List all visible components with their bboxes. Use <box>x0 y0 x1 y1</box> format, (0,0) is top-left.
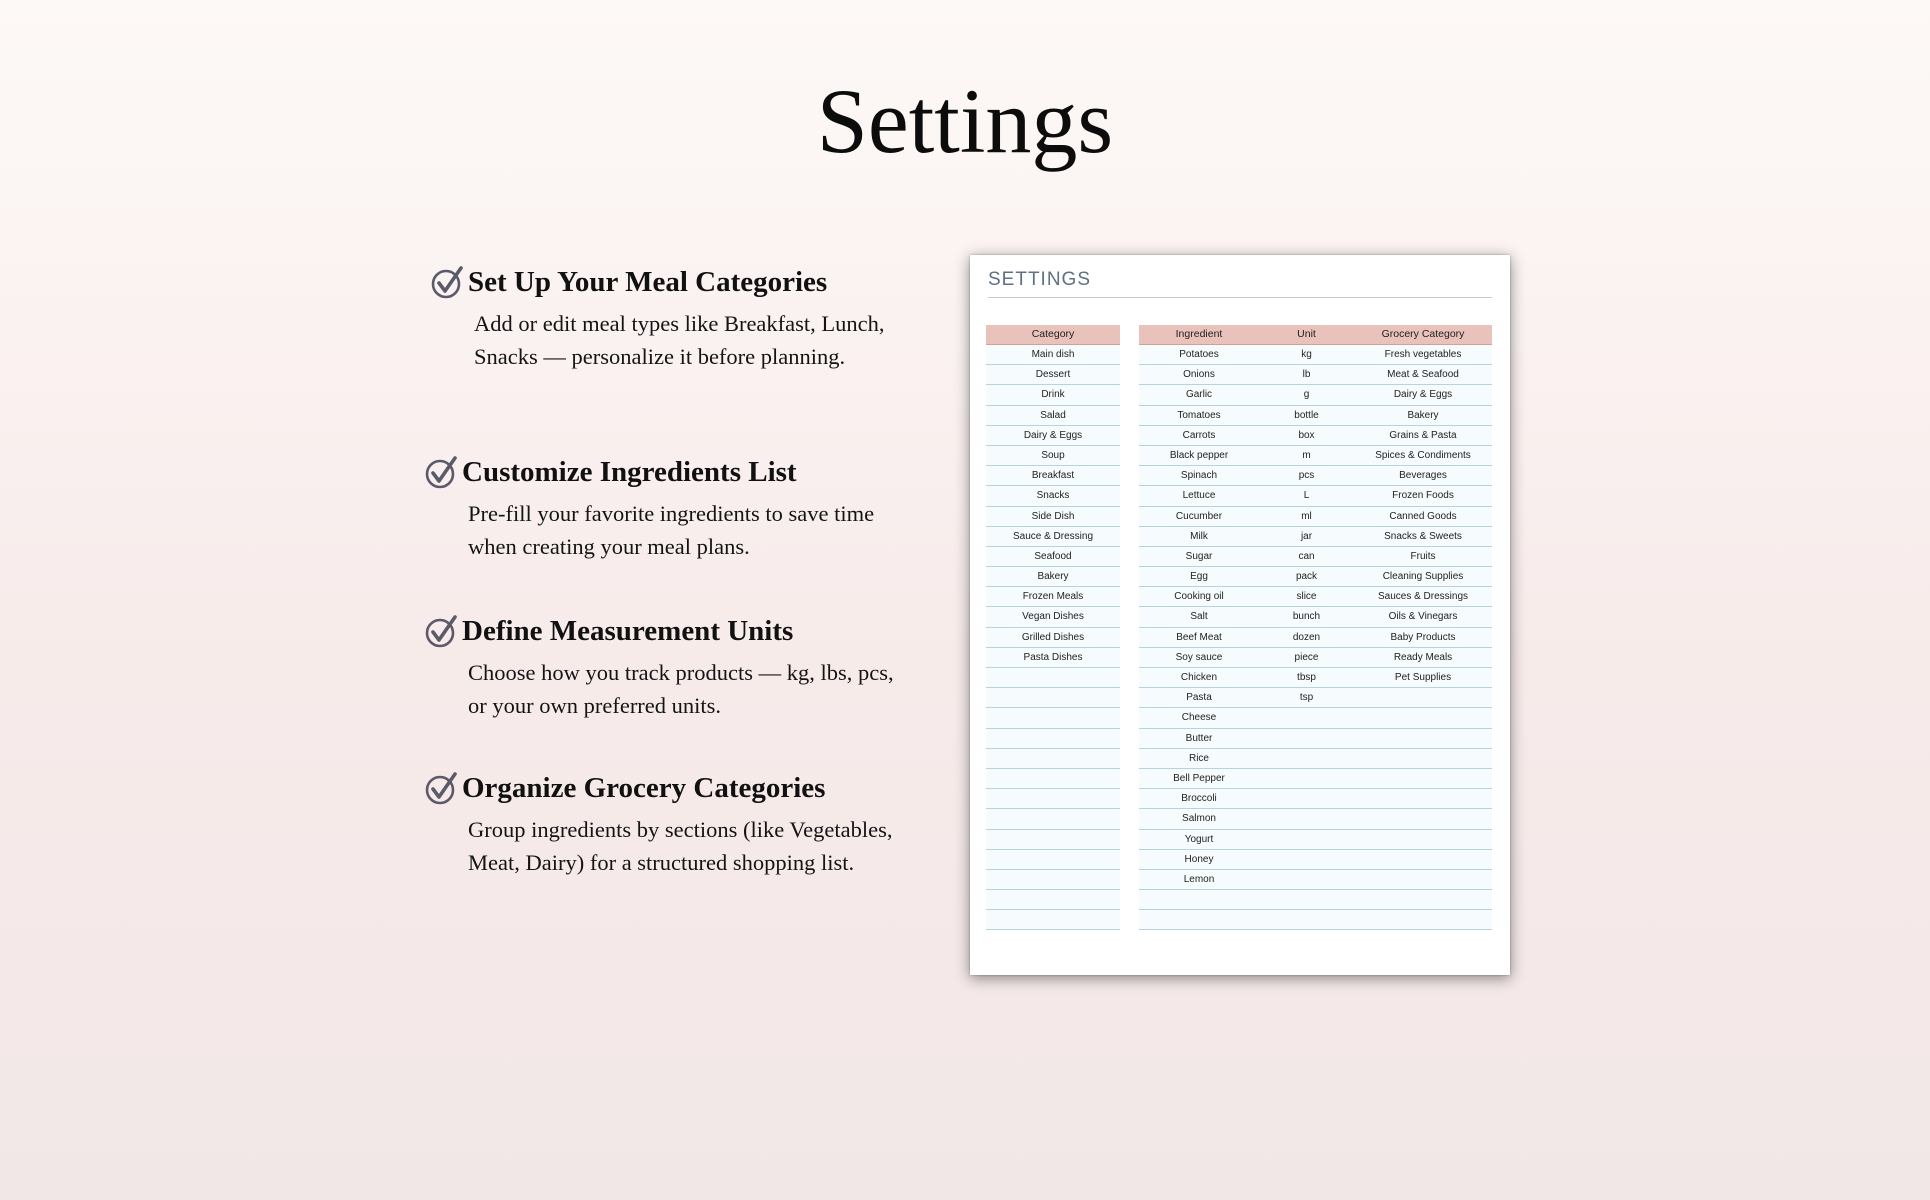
feature-title: Organize Grocery Categories <box>462 771 826 804</box>
ingredient-cell <box>1139 890 1259 909</box>
category-cell: Frozen Meals <box>1022 591 1084 603</box>
table-row <box>1139 587 1492 607</box>
unit-cell <box>1259 769 1354 788</box>
ingredient-cell: Garlic <box>1185 389 1213 401</box>
unit-cell: piece <box>1294 651 1319 663</box>
table-row <box>986 507 1120 527</box>
table-row <box>1139 668 1492 688</box>
unit-cell <box>1259 729 1354 748</box>
page-title: Settings <box>816 70 1114 172</box>
table-row <box>986 587 1120 607</box>
unit-cell <box>1259 830 1354 849</box>
table-row <box>986 547 1120 567</box>
unit-cell: lb <box>1302 369 1311 381</box>
table-row <box>986 688 1120 708</box>
column-header-ingredient: Ingredient <box>1175 328 1223 340</box>
grocery-category-cell <box>1354 910 1492 929</box>
table-row <box>1139 628 1492 648</box>
grocery-category-cell: Fresh vegetables <box>1384 349 1462 360</box>
category-cell <box>986 769 1120 788</box>
category-cell: Dairy & Eggs <box>1023 429 1083 441</box>
category-cell: Drink <box>1041 389 1065 401</box>
unit-cell <box>1259 890 1354 909</box>
table-row <box>1139 910 1492 930</box>
ingredient-cell: Soy sauce <box>1175 651 1223 663</box>
table-row <box>1139 870 1492 890</box>
table-row <box>986 426 1120 446</box>
table-row <box>986 708 1120 728</box>
category-cell: Side Dish <box>1031 510 1075 522</box>
table-row <box>1139 890 1492 910</box>
category-cell <box>986 729 1120 748</box>
unit-cell: tsp <box>1299 692 1314 704</box>
table-row <box>1139 385 1492 405</box>
ingredient-cell: Sugar <box>1185 550 1213 562</box>
category-cell <box>986 910 1120 929</box>
category-cell: Soup <box>1041 449 1065 461</box>
ingredient-cell: Broccoli <box>1181 793 1217 805</box>
grocery-category-cell <box>1354 688 1492 707</box>
table-row <box>986 870 1120 890</box>
table-row <box>1139 850 1492 870</box>
unit-cell <box>1259 809 1354 828</box>
ingredient-cell: Chicken <box>1180 672 1218 683</box>
table-row <box>1139 466 1492 486</box>
category-cell: Main dish <box>1031 349 1075 360</box>
table-row <box>1139 688 1492 708</box>
table-row <box>1139 527 1492 547</box>
table-row <box>986 527 1120 547</box>
ingredient-cell: Carrots <box>1182 429 1216 441</box>
category-cell: Bakery <box>1037 571 1069 583</box>
grocery-category-cell <box>1354 789 1492 808</box>
unit-cell <box>1259 789 1354 808</box>
sheet-title: SETTINGS <box>988 269 1092 290</box>
table-row <box>1139 446 1492 466</box>
category-cell: Vegan Dishes <box>1022 611 1084 623</box>
grocery-category-cell <box>1354 890 1492 909</box>
ingredient-cell: Pasta <box>1186 692 1212 704</box>
unit-cell: dozen <box>1292 631 1321 643</box>
category-cell <box>986 890 1120 909</box>
unit-cell: kg <box>1301 349 1312 360</box>
category-cell: Dessert <box>1035 369 1071 381</box>
table-row <box>986 668 1120 688</box>
ingredient-cell: Butter <box>1185 732 1213 744</box>
unit-cell: slice <box>1296 591 1317 603</box>
unit-cell: pack <box>1295 571 1318 583</box>
table-row <box>1139 507 1492 527</box>
category-cell <box>986 809 1120 828</box>
grocery-category-cell: Snacks & Sweets <box>1384 530 1462 542</box>
feature-description: Choose how you track products — kg, lbs, pcs, or your own preferred units. <box>468 660 894 718</box>
category-cell <box>986 749 1120 768</box>
table-row <box>1139 769 1492 789</box>
table-row <box>986 406 1120 426</box>
grocery-category-cell: Oils & Vinegars <box>1388 611 1458 623</box>
feature-grocery-categories <box>424 768 893 875</box>
category-cell: Grilled Dishes <box>1021 631 1085 643</box>
ingredient-cell: Cucumber <box>1175 510 1223 522</box>
unit-cell <box>1259 749 1354 768</box>
feature-title: Define Measurement Units <box>462 614 794 647</box>
category-cell <box>986 870 1120 889</box>
ingredient-cell: Cheese <box>1181 712 1217 724</box>
category-cell: Snacks <box>1036 490 1070 502</box>
ingredient-cell: Salt <box>1190 611 1208 623</box>
table-row <box>986 850 1120 870</box>
table-row <box>986 809 1120 829</box>
ingredient-cell: Yogurt <box>1184 833 1214 845</box>
table-row <box>1139 486 1492 506</box>
feature-ingredients-list <box>424 452 875 559</box>
unit-cell <box>1259 850 1354 869</box>
table-row <box>986 648 1120 668</box>
ingredient-cell: Spinach <box>1180 470 1218 482</box>
table-row <box>986 466 1120 486</box>
ingredient-table-header <box>1139 325 1492 345</box>
category-cell: Breakfast <box>1031 470 1075 482</box>
table-row <box>1139 607 1492 627</box>
grocery-category-cell: Ready Meals <box>1393 651 1453 663</box>
table-row <box>986 345 1120 365</box>
table-row <box>1139 749 1492 769</box>
unit-cell: bottle <box>1294 409 1319 421</box>
table-row <box>986 365 1120 385</box>
feature-description: Pre-fill your favorite ingredients to save time when creating your meal plans. <box>468 501 875 559</box>
category-cell <box>986 708 1120 727</box>
grocery-category-cell <box>1354 729 1492 748</box>
feature-description: Add or edit meal types like Breakfast, Lunch, Snacks — personalize it before planning. <box>474 311 885 369</box>
ingredient-cell <box>1139 910 1259 929</box>
table-row <box>986 567 1120 587</box>
ingredient-cell: Salmon <box>1182 813 1216 825</box>
unit-cell: g <box>1303 389 1310 401</box>
unit-cell: can <box>1298 550 1315 562</box>
unit-cell: tbsp <box>1297 672 1316 683</box>
ingredient-cell: Lettuce <box>1182 490 1216 502</box>
grocery-category-cell <box>1354 809 1492 828</box>
column-header-category: Category <box>1031 328 1075 340</box>
ingredient-cell: Honey <box>1184 853 1214 865</box>
table-row <box>986 890 1120 910</box>
unit-cell <box>1259 910 1354 929</box>
unit-cell: L <box>1303 490 1310 502</box>
table-row <box>1139 567 1492 587</box>
category-cell <box>986 789 1120 808</box>
ingredient-cell: Egg <box>1190 571 1208 583</box>
ingredient-cell: Rice <box>1188 752 1209 764</box>
unit-cell: ml <box>1301 510 1312 522</box>
unit-cell: jar <box>1300 530 1313 542</box>
table-row <box>986 749 1120 769</box>
grocery-category-cell <box>1354 769 1492 788</box>
category-table <box>986 325 1120 930</box>
feature-description: Group ingredients by sections (like Vegetables, Meat, Dairy) for a structured shopping list. <box>468 817 893 875</box>
unit-cell: m <box>1302 449 1311 461</box>
category-cell: Sauce & Dressing <box>1012 530 1094 542</box>
ingredient-cell: Lemon <box>1183 873 1215 885</box>
grocery-category-cell: Dairy & Eggs <box>1393 389 1453 401</box>
ingredient-cell: Onions <box>1183 369 1215 381</box>
feature-title: Customize Ingredients List <box>462 455 797 488</box>
table-row <box>1139 345 1492 365</box>
category-cell: Salad <box>1040 409 1066 421</box>
category-table-body <box>986 345 1120 930</box>
grocery-category-cell: Beverages <box>1399 470 1447 482</box>
ingredient-cell: Cooking oil <box>1174 591 1224 603</box>
table-row <box>1139 729 1492 749</box>
grocery-category-cell <box>1354 870 1492 889</box>
table-row <box>1139 809 1492 829</box>
category-cell <box>986 668 1120 687</box>
grocery-category-cell: Spices & Condiments <box>1375 449 1471 461</box>
ingredient-cell: Tomatoes <box>1177 409 1221 421</box>
category-cell <box>986 830 1120 849</box>
ingredient-table <box>1139 325 1492 930</box>
check-circle-icon <box>424 454 460 490</box>
grocery-category-cell: Bakery <box>1407 409 1439 421</box>
table-row <box>986 729 1120 749</box>
table-row <box>1139 426 1492 446</box>
unit-cell: box <box>1298 429 1315 441</box>
table-row <box>986 486 1120 506</box>
unit-cell: pcs <box>1298 470 1315 482</box>
category-table-header <box>986 325 1120 345</box>
unit-cell <box>1259 870 1354 889</box>
ingredient-cell: Bell Pepper <box>1173 772 1225 784</box>
table-row <box>1139 708 1492 728</box>
table-row <box>986 769 1120 789</box>
category-cell <box>986 688 1120 707</box>
column-header-grocery-category: Grocery Category <box>1381 328 1465 340</box>
settings-sheet-preview <box>970 255 1510 975</box>
grocery-category-cell: Sauces & Dressings <box>1377 591 1469 603</box>
table-row <box>986 628 1120 648</box>
sheet-divider <box>988 297 1492 298</box>
category-cell <box>986 850 1120 869</box>
ingredient-table-body <box>1139 345 1492 930</box>
feature-measurement-units <box>424 611 894 718</box>
grocery-category-cell: Fruits <box>1410 550 1436 562</box>
grocery-category-cell: Frozen Foods <box>1392 490 1454 502</box>
table-row <box>1139 648 1492 668</box>
table-row <box>986 910 1120 930</box>
grocery-category-cell <box>1354 830 1492 849</box>
table-row <box>1139 406 1492 426</box>
ingredient-cell: Potatoes <box>1179 349 1219 360</box>
column-header-unit: Unit <box>1297 328 1316 340</box>
table-row <box>1139 830 1492 850</box>
unit-cell <box>1259 708 1354 727</box>
table-row <box>986 789 1120 809</box>
grocery-category-cell: Canned Goods <box>1389 510 1457 522</box>
grocery-category-cell: Grains & Pasta <box>1389 429 1457 441</box>
check-circle-icon <box>424 613 460 649</box>
table-row <box>986 830 1120 850</box>
ingredient-cell: Black pepper <box>1169 449 1229 461</box>
table-row <box>986 607 1120 627</box>
grocery-category-cell: Cleaning Supplies <box>1382 571 1464 583</box>
grocery-category-cell: Baby Products <box>1390 631 1456 643</box>
grocery-category-cell <box>1354 749 1492 768</box>
grocery-category-cell <box>1354 708 1492 727</box>
table-row <box>1139 789 1492 809</box>
check-circle-icon <box>430 264 466 300</box>
category-cell: Pasta Dishes <box>1023 651 1083 663</box>
grocery-category-cell: Meat & Seafood <box>1387 369 1459 381</box>
check-circle-icon <box>424 770 460 806</box>
ingredient-cell: Beef Meat <box>1176 631 1222 643</box>
feature-title: Set Up Your Meal Categories <box>468 265 828 298</box>
table-row <box>986 385 1120 405</box>
grocery-category-cell: Pet Supplies <box>1394 672 1452 683</box>
unit-cell: bunch <box>1292 611 1321 623</box>
category-cell: Seafood <box>1034 550 1072 562</box>
grocery-category-cell <box>1354 850 1492 869</box>
table-row <box>1139 365 1492 385</box>
feature-meal-categories <box>430 262 885 369</box>
ingredient-cell: Milk <box>1190 530 1208 542</box>
table-row <box>1139 547 1492 567</box>
table-row <box>986 446 1120 466</box>
